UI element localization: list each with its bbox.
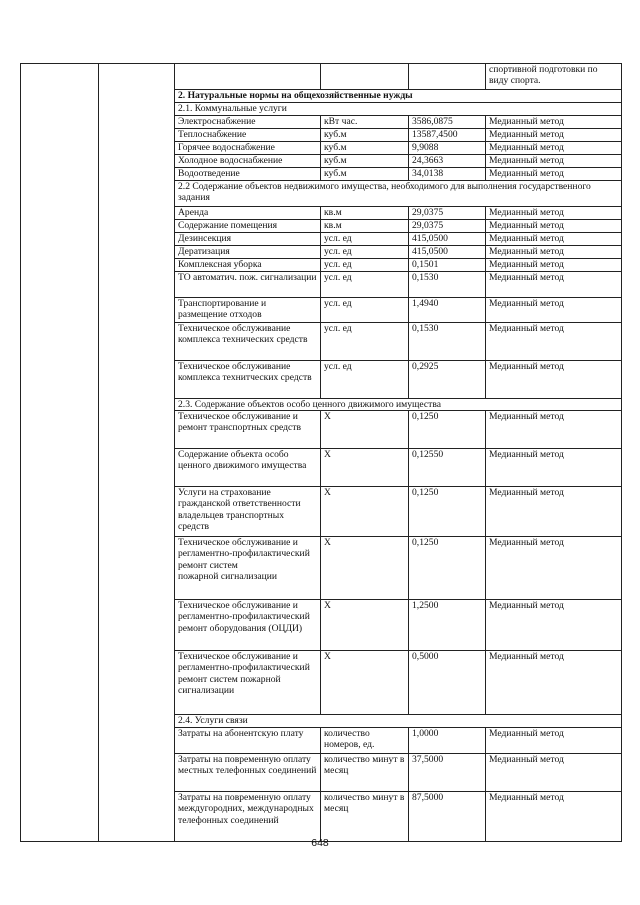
norm-value: 1,2500	[409, 600, 486, 651]
norm-value: 34,0138	[409, 168, 486, 181]
page-number: 648	[311, 837, 329, 849]
norm-unit: X	[321, 411, 409, 449]
norm-value: 9,9088	[409, 142, 486, 155]
norm-name: Техническое обслуживание и ремонт транспортных средств	[175, 411, 321, 449]
norm-method: Медианный метод	[486, 142, 622, 155]
left-column-2	[99, 64, 175, 842]
norm-unit: количество номеров, ед.	[321, 728, 409, 754]
norm-value: 13587,4500	[409, 129, 486, 142]
norm-name: Электроснабжение	[175, 116, 321, 129]
empty-cell	[409, 64, 486, 90]
norm-unit: усл. ед	[321, 298, 409, 323]
norm-value: 1,0000	[409, 728, 486, 754]
norm-value: 0,5000	[409, 651, 486, 715]
norm-value: 0,12550	[409, 449, 486, 487]
norm-name: Услуги на страхование гражданской ответственности владельцев транспортных средств	[175, 487, 321, 537]
norm-value: 24,3663	[409, 155, 486, 168]
norm-value: 415,0500	[409, 233, 486, 246]
norm-method: Медианный метод	[486, 272, 622, 298]
norm-method: Медианный метод	[486, 537, 622, 600]
norm-name: Теплоснабжение	[175, 129, 321, 142]
norm-value: 0,1250	[409, 487, 486, 537]
continuation-note: спортивной подготовки по виду спорта.	[486, 64, 622, 90]
norm-value: 0,2925	[409, 361, 486, 399]
norm-unit: кВт час.	[321, 116, 409, 129]
norm-method: Медианный метод	[486, 129, 622, 142]
norm-value: 87,5000	[409, 792, 486, 842]
norm-method: Медианный метод	[486, 792, 622, 842]
norm-name: Аренда	[175, 207, 321, 220]
norm-unit: X	[321, 487, 409, 537]
norm-unit: количество минут в месяц	[321, 792, 409, 842]
norm-method: Медианный метод	[486, 233, 622, 246]
left-column-1	[21, 64, 99, 842]
norm-unit: куб.м	[321, 155, 409, 168]
norm-method: Медианный метод	[486, 116, 622, 129]
norm-name: Содержание помещения	[175, 220, 321, 233]
norm-name: Водоотведение	[175, 168, 321, 181]
norm-method: Медианный метод	[486, 754, 622, 792]
norm-method: Медианный метод	[486, 411, 622, 449]
norm-method: Медианный метод	[486, 487, 622, 537]
group-title: 2.2 Содержание объектов недвижимого имущества, необходимого для выполнения государственного задания	[175, 181, 622, 207]
norms-table	[20, 63, 622, 842]
group-title: 2.1. Коммунальные услуги	[175, 103, 622, 116]
norm-value: 29,0375	[409, 207, 486, 220]
group-title: 2.3. Содержание объектов особо ценного движимого имущества	[175, 399, 622, 411]
norm-unit: X	[321, 651, 409, 715]
norm-value: 415,0500	[409, 246, 486, 259]
empty-cell	[175, 64, 321, 90]
section-title: 2. Натуральные нормы на общехозяйственные нужды	[175, 90, 622, 103]
norm-method: Медианный метод	[486, 323, 622, 361]
norm-unit: X	[321, 449, 409, 487]
norm-method: Медианный метод	[486, 651, 622, 715]
norm-method: Медианный метод	[486, 168, 622, 181]
norm-method: Медианный метод	[486, 298, 622, 323]
norm-value: 0,1530	[409, 272, 486, 298]
norm-name: Затраты на повременную оплату местных телефонных соединений	[175, 754, 321, 792]
norm-unit: усл. ед	[321, 259, 409, 272]
norm-name: Техническое обслуживание комплекса технитческих средств	[175, 361, 321, 399]
norm-unit: усл. ед	[321, 233, 409, 246]
norm-unit: X	[321, 537, 409, 600]
norm-method: Медианный метод	[486, 449, 622, 487]
norm-method: Медианный метод	[486, 220, 622, 233]
norm-method: Медианный метод	[486, 259, 622, 272]
norm-value: 3586,0875	[409, 116, 486, 129]
empty-cell	[321, 64, 409, 90]
group-title: 2.4. Услуги связи	[175, 715, 622, 728]
norm-name: Затраты на абонентскую плату	[175, 728, 321, 754]
norm-name: Содержание объекта особо ценного движимого имущества	[175, 449, 321, 487]
norm-method: Медианный метод	[486, 246, 622, 259]
norm-value: 1,4940	[409, 298, 486, 323]
norm-method: Медианный метод	[486, 361, 622, 399]
norm-unit: усл. ед	[321, 323, 409, 361]
norm-name: Техническое обслуживание и регламентно-профилактический ремонт оборудования (ОЦДИ)	[175, 600, 321, 651]
norm-unit: количество минут в месяц	[321, 754, 409, 792]
norm-value: 0,1250	[409, 411, 486, 449]
norm-value: 0,1250	[409, 537, 486, 600]
norm-name: Горячее водоснабжение	[175, 142, 321, 155]
norm-method: Медианный метод	[486, 155, 622, 168]
norm-unit: куб.м	[321, 142, 409, 155]
norm-unit: усл. ед	[321, 246, 409, 259]
norm-value: 0,1501	[409, 259, 486, 272]
norm-name: Дератизация	[175, 246, 321, 259]
norm-unit: куб.м	[321, 168, 409, 181]
continuation-row	[21, 64, 622, 90]
norm-value: 37,5000	[409, 754, 486, 792]
norm-name: Техническое обслуживание и регламентно-профилактический ремонт систем пожарной сигнализации	[175, 537, 321, 600]
norm-value: 0,1530	[409, 323, 486, 361]
norm-name: Транспортирование и размещение отходов	[175, 298, 321, 323]
norm-name: Техническое обслуживание и регламентно-профилактический ремонт систем пожарной сигнализации	[175, 651, 321, 715]
norm-value: 29,0375	[409, 220, 486, 233]
norms-table-body	[21, 64, 622, 842]
norm-name: Затраты на повременную оплату междугородних, международных телефонных соединений	[175, 792, 321, 842]
norm-unit: куб.м	[321, 129, 409, 142]
norm-unit: X	[321, 600, 409, 651]
norm-method: Медианный метод	[486, 728, 622, 754]
norm-unit: кв.м	[321, 207, 409, 220]
norm-unit: усл. ед	[321, 272, 409, 298]
norm-name: Холодное водоснабжение	[175, 155, 321, 168]
norm-unit: усл. ед	[321, 361, 409, 399]
norm-name: Техническое обслуживание комплекса технических средств	[175, 323, 321, 361]
norm-name: Комплексная уборка	[175, 259, 321, 272]
norm-method: Медианный метод	[486, 207, 622, 220]
norm-unit: кв.м	[321, 220, 409, 233]
norm-name: Дезинсекция	[175, 233, 321, 246]
norm-name: ТО автоматич. пож. сигнализации	[175, 272, 321, 298]
norm-method: Медианный метод	[486, 600, 622, 651]
